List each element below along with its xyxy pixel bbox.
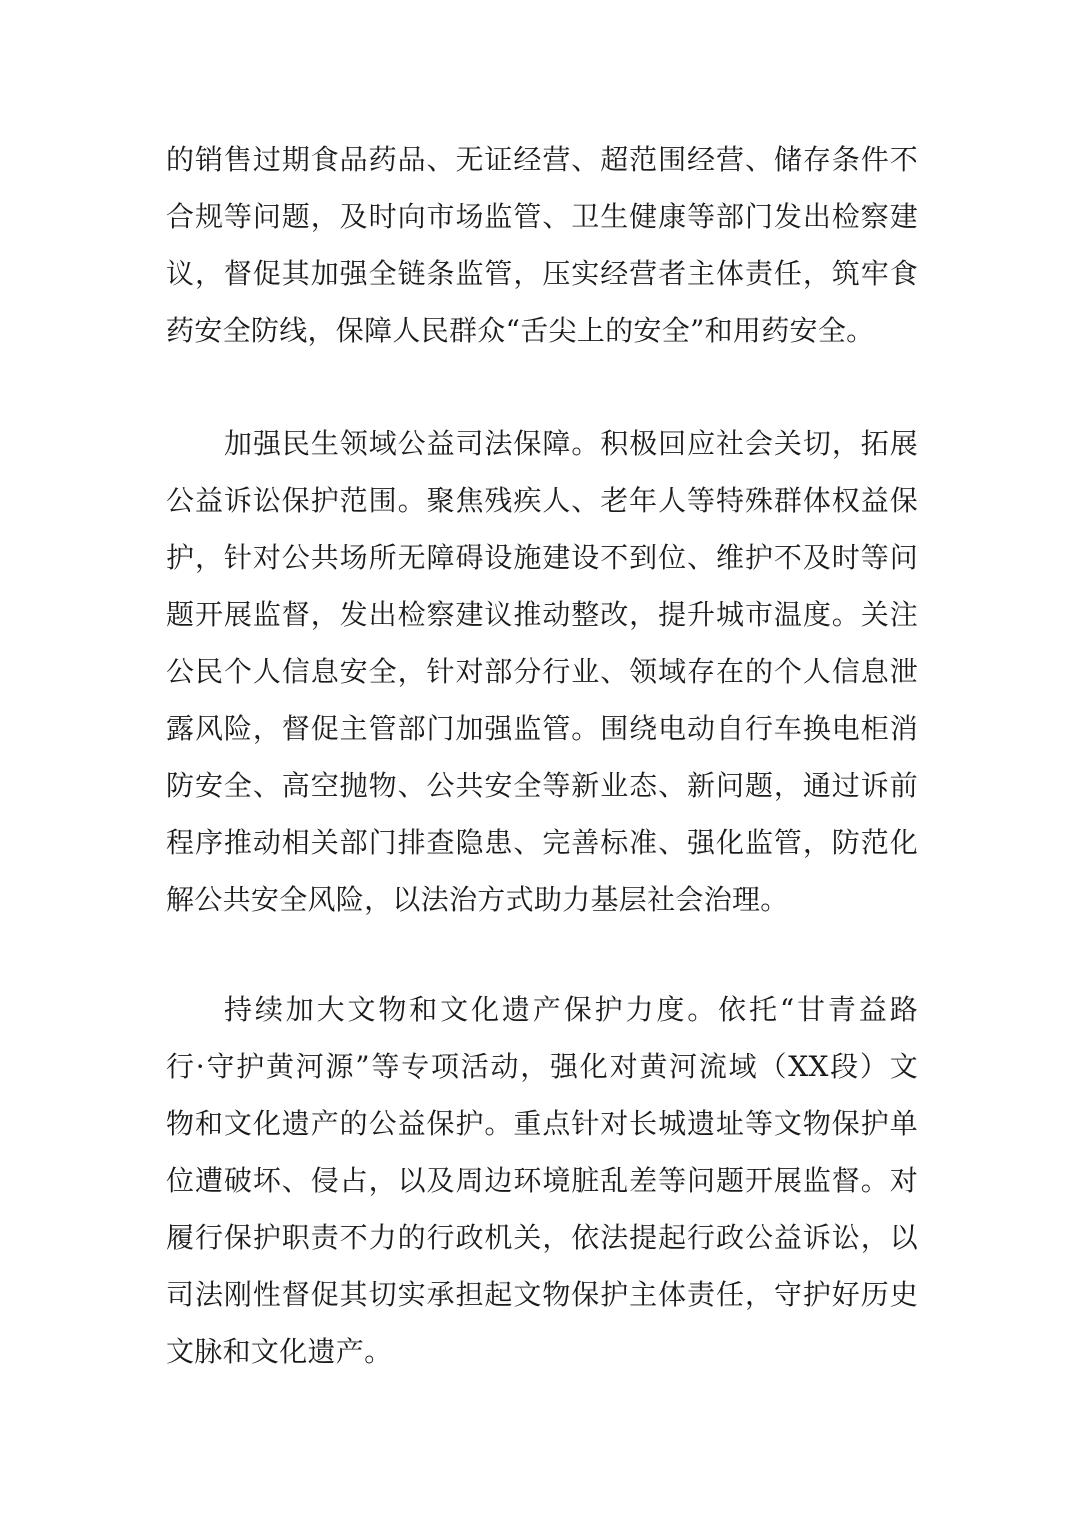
paragraph-food-drug-safety xyxy=(166,131,918,359)
text-line: 公民个人信息安全，针对部分行业、领域存在的个人信息泄 xyxy=(166,655,918,688)
text-line: 履行保护职责不力的行政机关，依法提起行政公益诉讼，以 xyxy=(166,1221,918,1254)
paragraph-cultural-heritage xyxy=(166,981,918,1380)
text-line: 加强民生领域公益司法保障。积极回应社会关切，拓展 xyxy=(224,427,918,460)
text-line: 护，针对公共场所无障碍设施建设不到位、维护不及时等问 xyxy=(166,541,918,574)
text-line: 药安全防线，保障人民群众“舌尖上的安全”和用药安全。 xyxy=(166,314,875,347)
text-line: 程序推动相关部门排查隐患、完善标准、强化监管，防范化 xyxy=(166,826,918,859)
text-line: 公益诉讼保护范围。聚焦残疾人、老年人等特殊群体权益保 xyxy=(166,484,918,517)
text-line: 行·守护黄河源”等专项活动，强化对黄河流域（XX段）文 xyxy=(166,1050,918,1083)
text-line: 持续加大文物和文化遗产保护力度。依托“甘青益路 xyxy=(224,993,918,1026)
text-line: 文脉和文化遗产。 xyxy=(166,1335,393,1368)
paragraph-public-interest-protection xyxy=(166,415,918,928)
text-line: 议，督促其加强全链条监管，压实经营者主体责任，筑牢食 xyxy=(166,257,918,290)
text-line: 物和文化遗产的公益保护。重点针对长城遗址等文物保护单 xyxy=(166,1107,918,1140)
text-line: 司法刚性督促其切实承担起文物保护主体责任，守护好历史 xyxy=(166,1278,918,1311)
text-line: 的销售过期食品药品、无证经营、超范围经营、储存条件不 xyxy=(166,143,918,176)
text-line: 解公共安全风险，以法治方式助力基层社会治理。 xyxy=(166,883,789,916)
text-line: 题开展监督，发出检察建议推动整改，提升城市温度。关注 xyxy=(166,598,918,631)
text-line: 防安全、高空抛物、公共安全等新业态、新问题，通过诉前 xyxy=(166,769,918,802)
text-line: 露风险，督促主管部门加强监管。围绕电动自行车换电柜消 xyxy=(166,712,918,745)
text-line: 合规等问题，及时向市场监管、卫生健康等部门发出检察建 xyxy=(166,200,918,233)
text-line: 位遭破坏、侵占，以及周边环境脏乱差等问题开展监督。对 xyxy=(166,1164,918,1197)
